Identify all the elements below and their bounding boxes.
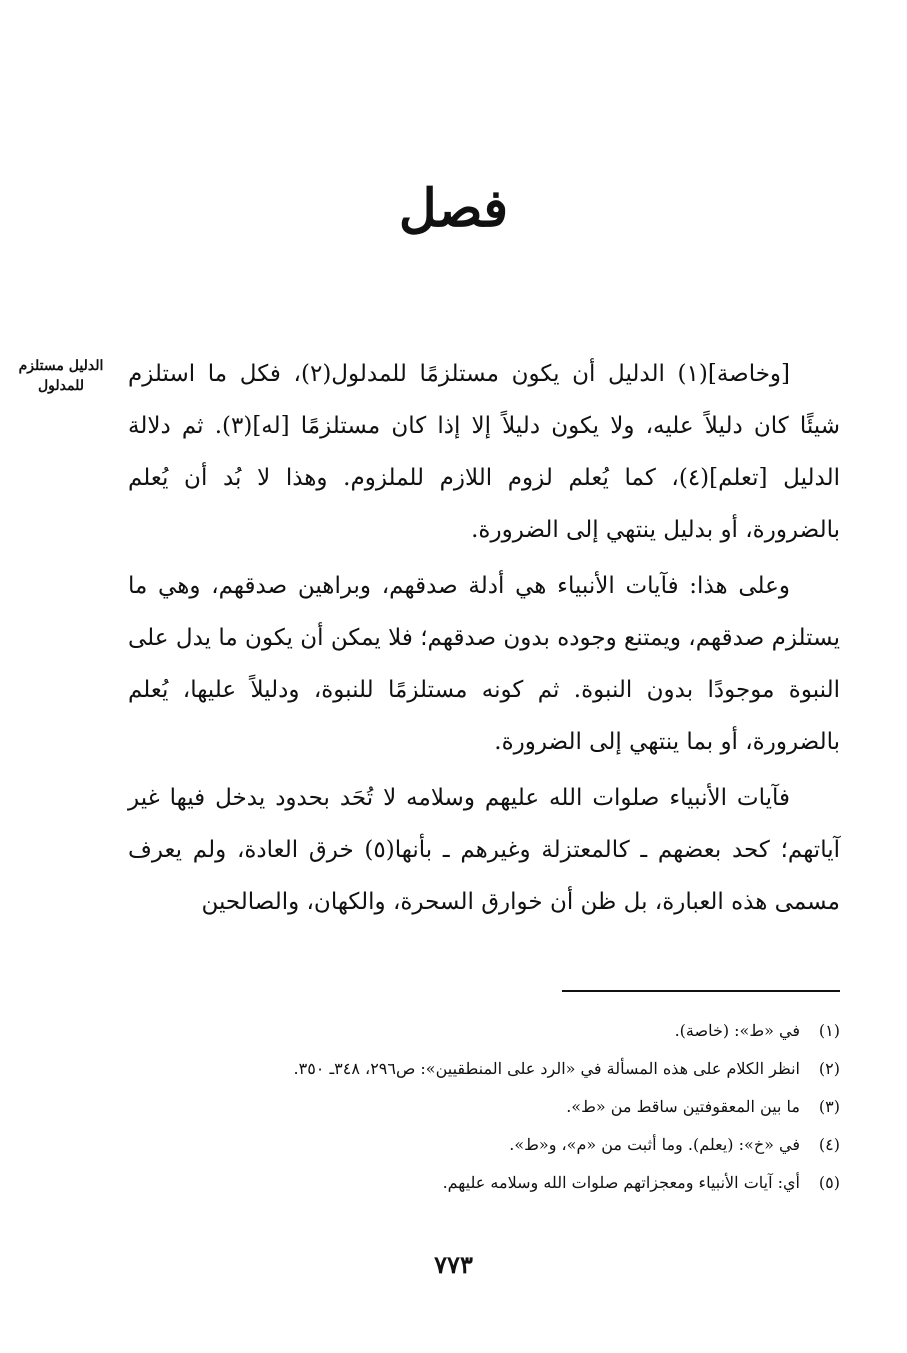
footnote-number: (١) [818, 1021, 840, 1040]
margin-note [15, 356, 107, 396]
footnotes [128, 1012, 840, 1202]
footnote [128, 1012, 840, 1050]
paragraph: [وخاصة](١) الدليل أن يكون مستلزمًا للمدلول(٢)، فكل ما استلزم شيئًا كان دليلاً عليه، ولا يكون دليلاً إلا إذا كان مستلزمًا [له](٣). ثم دلالة الدليل [تعلم](٤)، كما يُعلم لزوم اللازم للملزوم. وهذا لا بُد أن يُعلم بالضرورة، أو بدليل ينتهي إلى الضرورة. [128, 361, 840, 543]
footnote-text: في «ط»: (خاصة). [674, 1021, 800, 1040]
footnote-text: انظر الكلام على هذه المسألة في «الرد على المنطقيين»: ص٢٩٦، ٣٤٨ـ ٣٥٠. [293, 1059, 800, 1078]
footnote [128, 1164, 840, 1202]
footnote-number: (٥) [818, 1173, 840, 1192]
footnote-text: في «خ»: (يعلم). وما أثبت من «م»، و«ط». [509, 1135, 800, 1154]
footnote-text: ما بين المعقوفتين ساقط من «ط». [566, 1097, 800, 1116]
chapter-title: فصل [398, 178, 509, 239]
paragraph: وعلى هذا: فآيات الأنبياء هي أدلة صدقهم، وبراهين صدقهم، وهي ما يستلزم صدقهم، ويمتنع وجوده بدون صدقهم؛ فلا يمكن أن يكون ما يدل على النبوة موجودًا بدون النبوة. ثم كونه مستلزمًا للنبوة، ودليلاً عليها، يُعلم بالضرورة، أو بما ينتهي إلى الضرورة. [128, 573, 840, 755]
margin-note-line: الدليل مستلزم [18, 358, 104, 374]
footnote-text: أي: آيات الأنبياء ومعجزاتهم صلوات الله وسلامه عليهم. [442, 1173, 800, 1192]
footnote-divider [562, 990, 840, 992]
main-text [128, 348, 840, 932]
footnote [128, 1126, 840, 1164]
footnote-number: (٢) [818, 1059, 840, 1078]
paragraph: فآيات الأنبياء صلوات الله عليهم وسلامه لا تُحَد بحدود يدخل فيها غير آياتهم؛ كحد بعضهم ـ كالمعتزلة وغيرهم ـ بأنها(٥) خرق العادة، ولم يعرف مسمى هذه العبارة، بل ظن أن خوارق السحرة، والكهان، والصالحين [128, 785, 841, 915]
footnote [128, 1088, 840, 1126]
footnote [128, 1050, 840, 1088]
margin-note-line: للمدلول [37, 378, 84, 394]
footnote-number: (٣) [818, 1097, 840, 1116]
footnote-number: (٤) [818, 1135, 840, 1154]
page-number: ٧٧٣ [434, 1250, 473, 1279]
